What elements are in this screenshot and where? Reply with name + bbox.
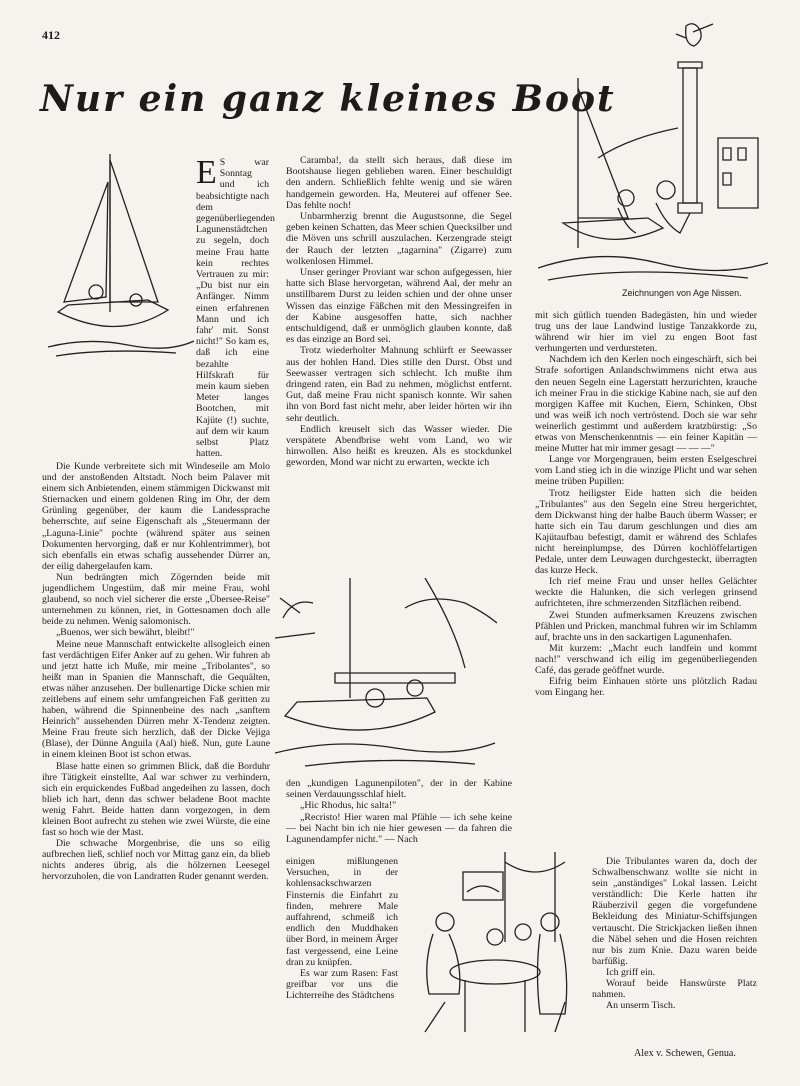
column-2-top <box>286 155 512 469</box>
col1-paragraph: Blase hatte einen so grimmen Blick, daß die Borduhr ihre Tätigkeit einstellte, Aal war schwer zu verhindern, sich ein erquickendes Fußbad angedeihen zu lassen, doch blieb ich hart, denn das schwer beladene Boot machte wenig Fahrt. Beide hatten dann vorgezogen, in dem kleinen Boot aufrecht zu stehen wie zwei Würste, die eine fast so hoch wie der Mast. <box>42 760 270 839</box>
column-1 <box>42 461 270 883</box>
col3-paragraph: Worauf beide Hanswürste Platz nahmen. <box>592 978 757 1001</box>
col2-paragraph: einigen mißlungenen Versuchen, in der kohlensackschwarzen Finsternis die Einfahrt zu finden, mehrere Male auffahrend, schmeiß ich endlich den Muddhaken über Bord, in meinem Ärger fast vergessend, eine Leine dran zu knüpfen. <box>286 856 398 968</box>
col3-paragraph: An unserm Tisch. <box>606 1000 676 1012</box>
col3-paragraph: Trotz heiligster Eide hatten sich die beiden „Tribulantes" aus den Segeln eine Streu hergerichtet, dem Dickwanst hing der halbe Bauch überm Wasser; er hatte sich ein Tau darum geschlungen und dies am Kajütaufbau befestigt, damit er während des Schlafes nicht hereinplumpse, des Dürren kochlöffelartigen Pedale, unter dem Leuwagen durchgesteckt, überragten das kurze Heck. <box>535 487 757 577</box>
col3-paragraph: mit sich gütlich tuenden Badegästen, hin und wieder trug uns der laue Landwind lustige Tanzakkorde zu, während wir hier im viel zu engen Boot fast verhungerten und verdursteten. <box>535 310 757 355</box>
col3-paragraph: Eifrig beim Einhauen störte uns plötzlich Radau vom Eingang her. <box>535 676 757 699</box>
col2-paragraph: „Hic Rhodus, hic salta!" <box>300 800 397 812</box>
intro-text: S war Sonntag und ich beabsichtigte nach dem gegenüberliegenden Lagunenstädtchen zu segeln, doch meine Frau hatte kein rechtes Vertrauen zu mir: „Du bist nur ein Anfänger. Nimm einen erfahrenen Mann und ich fahr' mit. Sonst nicht!" So kam es, daß ich eine bezahlte Hilfskraft für mein kaum sieben Meter langes Bootchen, mit Kajüte (!) suchte, auf dem wir kaum selbst Platz hatten. <box>196 157 275 460</box>
col1-paragraph: Die schwache Morgenbrise, die uns so eilig aufbrechen ließ, schlief noch vor Mittag ganz ein, da blieb nichts anderes übrig, als die hölzernen Leesegel hervorzuholen, die von Landratten Ruder genannt werden. <box>42 838 270 883</box>
cafe-illustration <box>405 852 587 1042</box>
col3-paragraph: Zwei Stunden aufmerksamen Kreuzens zwischen Pfählen und Pricken, manchmal fuhren wir im Schlamm auf, brachte uns in den sackartigen Lagunenhafen. <box>535 609 757 643</box>
col2-paragraph: „Recristo! Hier waren mal Pfähle — ich sehe keine — bei Nacht bin ich nie hier gewesen — da fahren die Lagunendampfer nicht." — Nach <box>286 811 512 846</box>
column-3-top <box>535 310 757 698</box>
col2-paragraph: Unbarmherzig brennt die Augustsonne, die Segel geben keinen Schatten, das Meer schien Quecksilber und die Möven uns schrill auszulachen. Kerzengrade steigt der Rauch der letzten „tagarnina" (Zigarre) zum wolkenlosen Himmel. <box>286 211 512 267</box>
col3-paragraph: Die Tribulantes waren da, doch der Schwalbenschwanz wollte sie nicht in sein „anständiges" Lokal lassen. Leicht verständlich: Die Kerle hatten ihr Räuberzivil gegen die vorgefundene Bekleidung des Miniatur-Schiffsjungen vertauscht. Die Strickjacken ließen ihnen die Näbel sehen und die Hosen reichten nur bis zum Knie. Dazu waren beide barfüßig. <box>592 856 757 967</box>
col3-paragraph: Ich griff ein. <box>606 966 656 978</box>
drop-cap: E <box>196 154 217 191</box>
column-1-intro <box>196 154 275 460</box>
col2-paragraph: Es war zum Rasen: Fast greifbar vor uns die Lichterreihe des Städtchens <box>286 968 398 1002</box>
col3-paragraph: Ich rief meine Frau und unser helles Gelächter weckte die Halunken, die sich verlegen grinsend aufrichteten, ihre schmerzenden Sitzflächen reibend. <box>535 576 757 610</box>
col2-paragraph: Endlich kreuselt sich das Wasser wieder. Die verspätete Abendbrise weht vom Land, wo wir hinwollen. Also heißt es kreuzen. Als es stockdunkel geworden, Mond war nicht zu erwarten, weckte ich <box>286 423 512 469</box>
column-2-middle <box>286 778 512 845</box>
illustration-caption: Zeichnungen von Age Nissen. <box>622 288 742 298</box>
col1-paragraph: Die Kunde verbreitete sich mit Windeseile am Molo und der anstoßenden Altstadt. Noch beim Palaver mit einem sich Anbietenden, einem stämmigen Dickwanst mit Stiernacken und einem goldenen Ring im Ohr, der dem Grünling gegenüber, der kaum die Landessprache beherrschte, auf seine Eigenschaft als „Steuermann der „Laguna-Linie" pochte (während später aus seinen Dokumenten hervorging, daß er nur Kohlentrimmer), bot sich ebenfalls ein etwas schafig aussehender Dürrer an, der eilig dahergelaufen kam. <box>42 461 270 572</box>
col2-paragraph: Unser geringer Proviant war schon aufgegessen, hier hatte sich Blase hervorgetan, während Aal, der mehr an unstillbarem Durst zu leiden schien und der ohne unser Wissen das einzige Fäßchen mit den Messingreifen in der Kabine ausgesoffen hatte, sich nachher entschuldigend, daß er unmöglich glauben konnte, daß es das einzige an Bord sei. <box>286 267 512 346</box>
column-3-narrow <box>592 856 757 1011</box>
col3-paragraph: Lange vor Morgengrauen, beim ersten Eselgeschrei vom Land stieg ich in die winzige Plicht und war sehen meine trüben Pupillen: <box>535 454 757 488</box>
col3-paragraph: Nachdem ich den Kerlen noch eingeschärft, sich bei Strafe sofortigen Anlandschwimmens nicht etwa aus den neuen Segeln eine Lagerstatt herzurichten, krauche ich meiner Frau in die stickige Kabine nach, sie auf den morgigen Kaffee mit Kuchen, Eiern, Schinken, Obst und was weiß ich noch vertröstend. Doch sie war sehr weinerlich gestimmt und außerdem kratzbürstig: „So etwas von Menschenkenntnis — ein feiner Kapitän — meine Mutter hat mir immer gesagt — — —" <box>535 354 757 455</box>
col1-paragraph: Meine neue Mannschaft entwickelte allsogleich einen fast verdächtigen Eifer Anker auf zu gehen. Wir fuhren ab und jetzt hatte ich Muße, mir meine „Tribolantes", so heißt man in Spanien die Mannschaft, die Gequälten, etwas näher anzusehen. Der bullenartige Dicke schien mir zeitlebens auf einem sehr umfangreichen Faß geritten zu haben, während die Spinnenbeine des nach „sanftem Heinrich" aussehenden Dürren mehr X-Tendenz zeigten. Meine Frau freute sich herzlich, daß der Dicke Vejiga (Blase), der Dünne Anguila (Aal) hieß. Nun, gute Laune in einem kleinen Boot ist schon etwas. <box>42 638 270 761</box>
col2-paragraph: den „kundigen Lagunenpiloten", der in der Kabine seinen Verdauungsschlaf hielt. <box>286 778 512 801</box>
author-signature: Alex v. Schewen, Genua. <box>634 1048 736 1059</box>
column-2-narrow <box>286 856 398 1002</box>
col3-paragraph: Mit kurzem: „Macht euch landfein und kommt nach!" verschwand ich eilig im gegenüberliegenden Café, das gerade geöffnet wurde. <box>535 642 757 676</box>
col1-paragraph: Nun bedrängten mich Zögernden beide mit jugendlichem Ungestüm, daß mir meine Frau, wohl glaubend, so noch viel sicherer die erste „Übersee-Reise" unternehmen zu können, riet, in Gottesnamen doch alle beide zu nehmen. Wenig salomonisch. <box>42 571 270 628</box>
col2-paragraph: Trotz wiederholter Mahnung schlürft er Seewasser aus der hohlen Hand. Dies stille den Durst. Obst und Seewasser vertragen sich schlecht. Ich mußte ihm dringend raten, ein Bad zu nehmen, möglichst entfernt. Gut, daß meine Frau nicht spanisch konnte. Wir sahen ihn von Bord fast nicht mehr, aber leider hörten wir ihn sehr deutlich. <box>286 345 512 424</box>
sailboat-illustration <box>48 152 194 360</box>
col2-paragraph: Caramba!, da stellt sich heraus, daß diese im Bootshause liegen geblieben waren. Einer beschuldigt den andern. Schließlich fehlte wenig und sie wären handgemein geworden. Ha, Meuterei auf offener See. Das fehlte noch! <box>286 155 512 211</box>
article-title: Nur ein ganz kleines Boot <box>40 78 616 120</box>
col1-paragraph: „Buenos, wer sich bewährt, bleibt!" <box>56 627 195 639</box>
sleeping-crew-illustration <box>275 578 497 774</box>
harbor-illustration <box>538 18 770 286</box>
page-number: 412 <box>42 28 60 42</box>
